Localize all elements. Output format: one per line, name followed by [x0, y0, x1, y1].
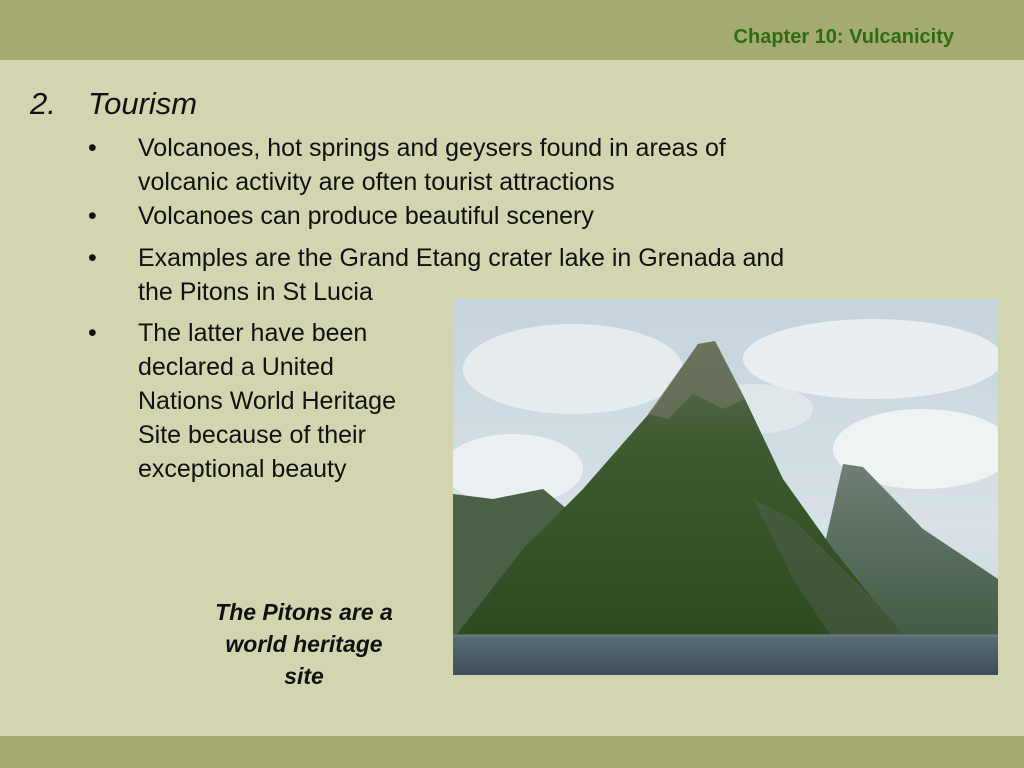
bullet-marker: • — [88, 202, 97, 230]
bullet-line: Volcanoes, hot springs and geysers found in areas of — [138, 134, 726, 162]
caption-line: The Pitons are a — [215, 599, 393, 625]
section-title: Tourism — [88, 86, 198, 121]
section-number: 2. — [30, 86, 56, 121]
caption-line: site — [284, 663, 324, 689]
photo-caption — [198, 596, 410, 692]
chapter-title: Chapter 10: Vulcanicity — [733, 26, 954, 48]
section-heading — [30, 86, 197, 122]
bullet-marker: • — [88, 319, 97, 347]
bullet-text — [138, 131, 726, 199]
bullet-line: Site because of their — [138, 421, 366, 449]
bullet-marker: • — [88, 134, 97, 162]
footer-bar — [0, 736, 1024, 768]
bullet-marker: • — [88, 244, 97, 272]
caption-line: world heritage — [225, 631, 383, 657]
bullet-line: Volcanoes can produce beautiful scenery — [138, 202, 594, 230]
bullet-line: the Pitons in St Lucia — [138, 278, 373, 306]
bullet-text — [138, 316, 396, 486]
bullet-line: declared a United — [138, 353, 334, 381]
bullet-line: Nations World Heritage — [138, 387, 396, 415]
bullet-line: exceptional beauty — [138, 455, 347, 483]
bullet-text — [138, 199, 594, 233]
bullet-line: Examples are the Grand Etang crater lake in Grenada and — [138, 244, 785, 272]
bullet-line: The latter have been — [138, 319, 368, 347]
pitons-photo — [453, 299, 998, 675]
bullet-line: volcanic activity are often tourist attractions — [138, 168, 615, 196]
